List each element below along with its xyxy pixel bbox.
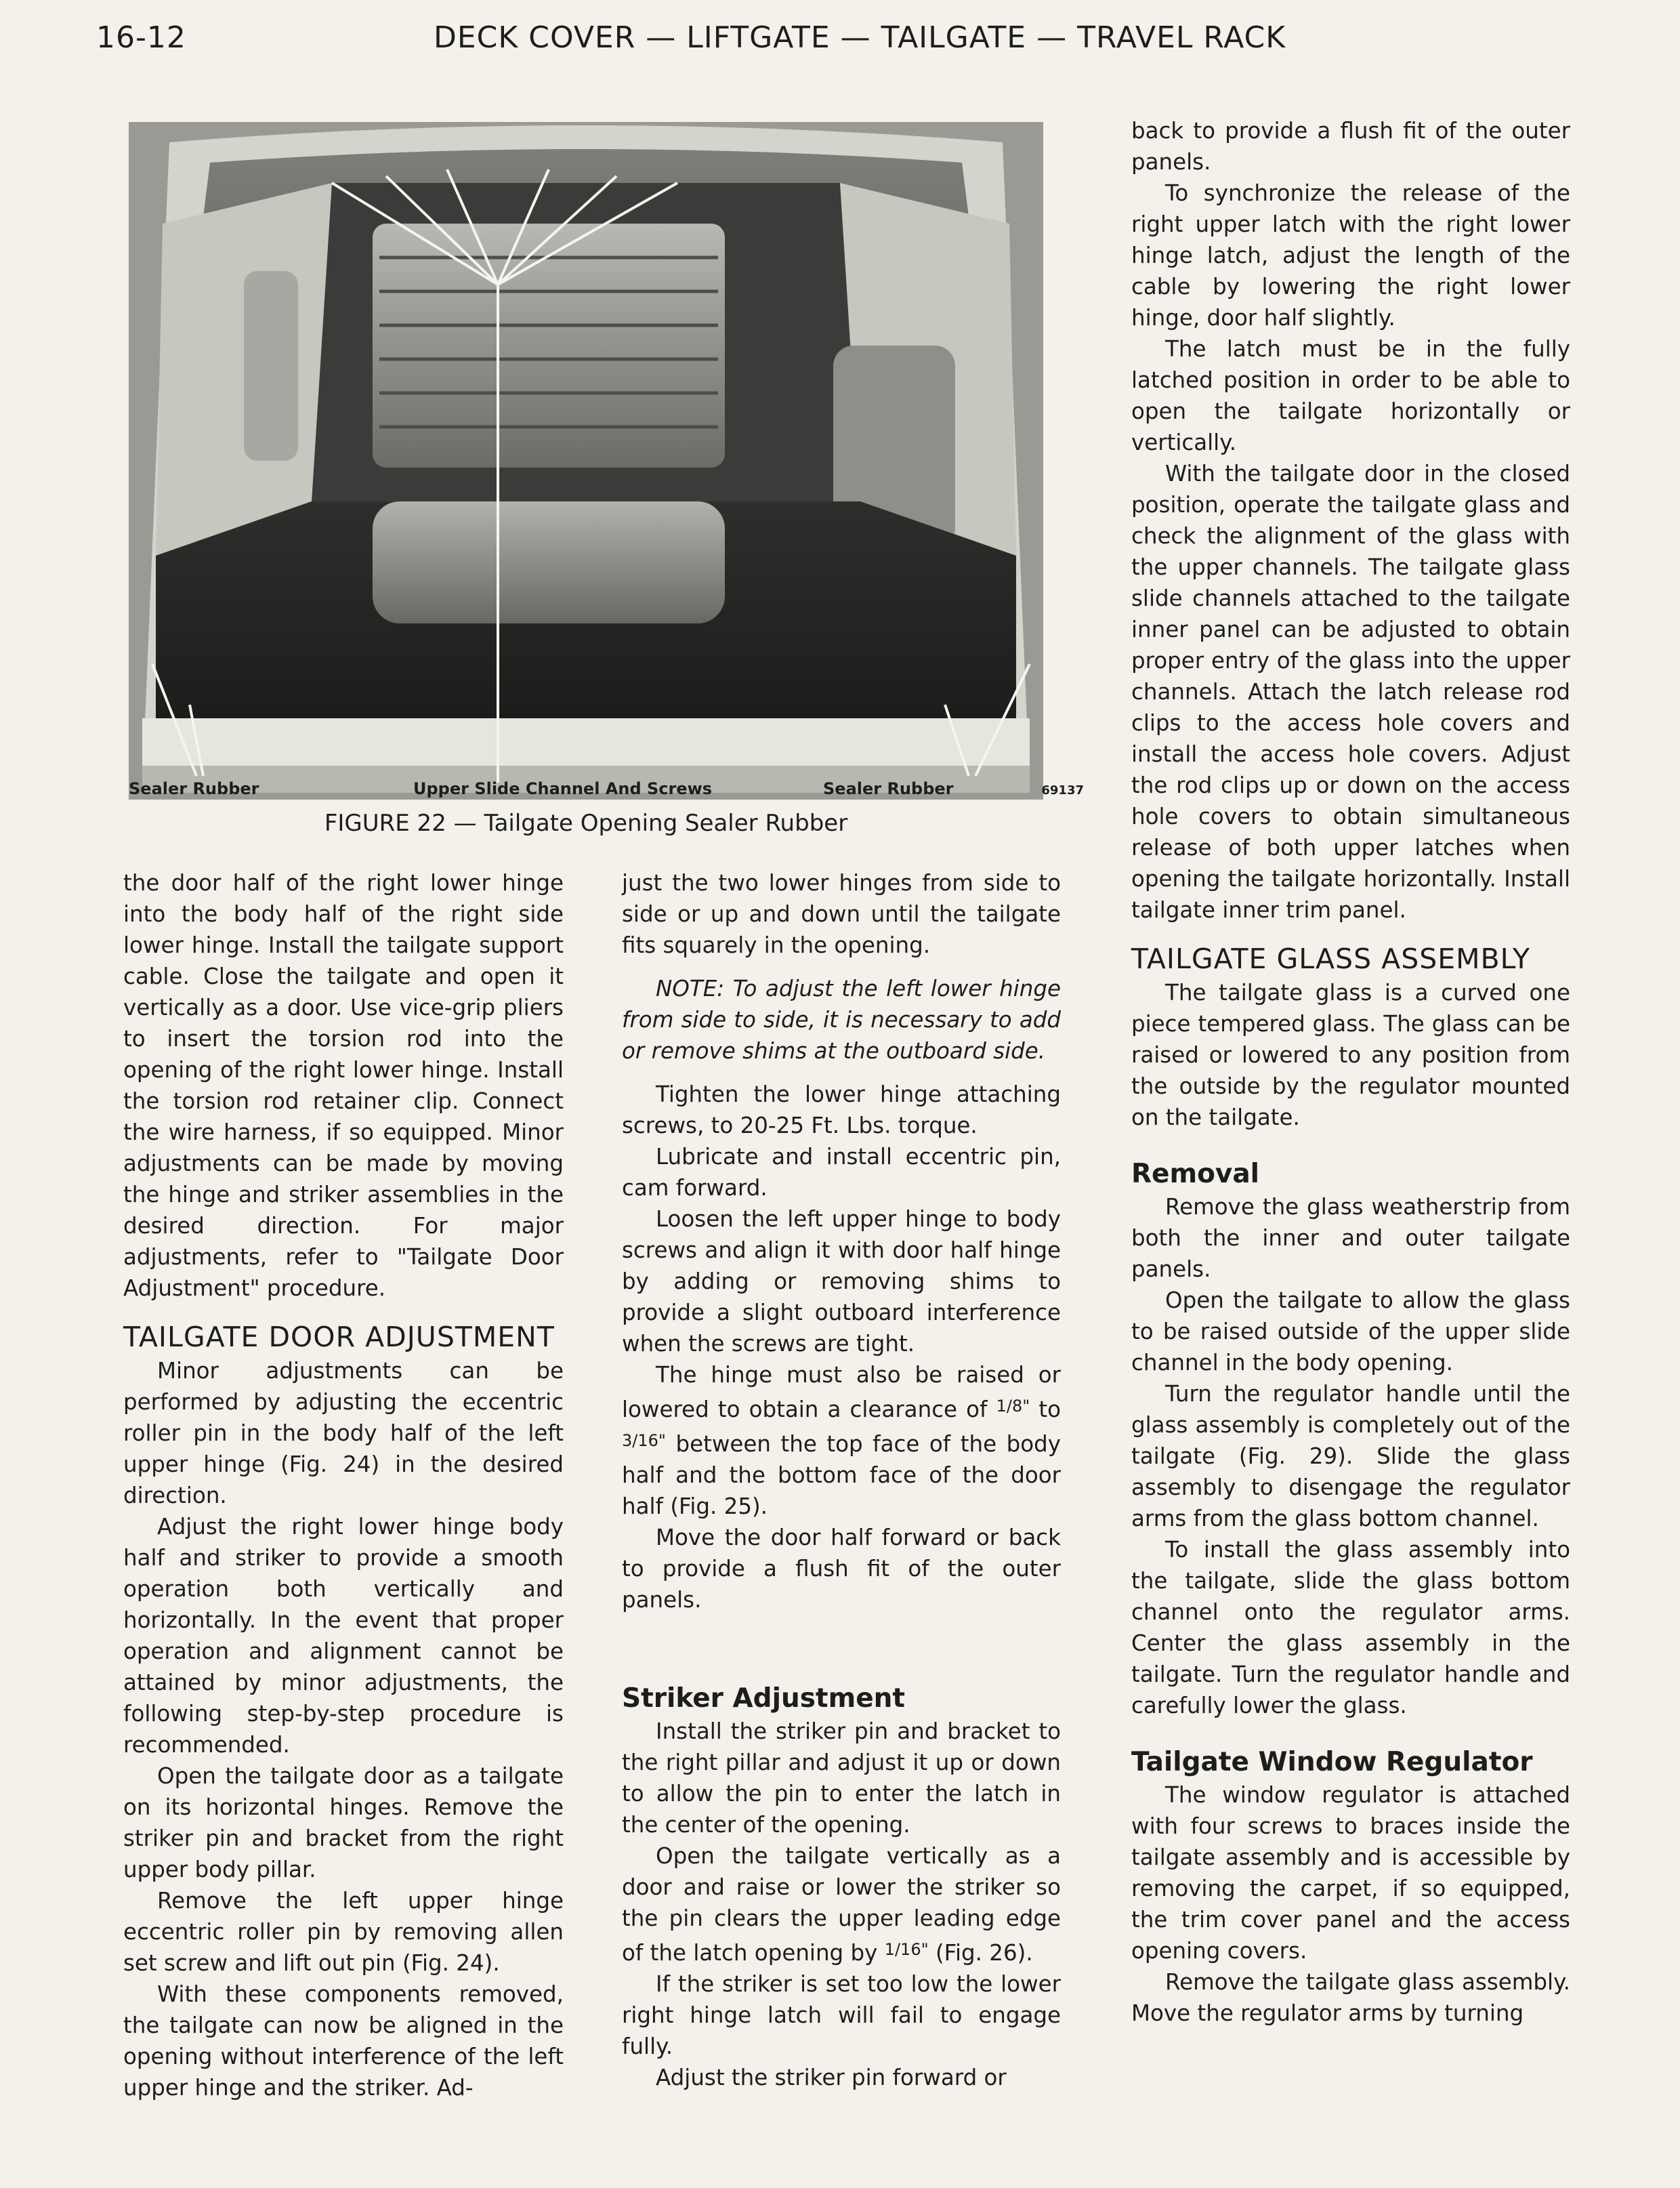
paragraph: Open the tailgate door as a tailgate on its horizontal hinges. Remove the striker pin and bracket from the right upper body pillar.: [123, 1763, 564, 1882]
text-run: The hinge must also be raised or lowered to obtain a clearance of: [622, 1362, 1061, 1422]
cargo-area-illustration: [129, 122, 1043, 800]
section-heading-tailgate-glass-assembly: TAILGATE GLASS ASSEMBLY: [1131, 943, 1531, 975]
paragraph: To install the glass assembly into the tailgate, slide the glass bottom channel onto the regulator arms. Center the glass assembly in the tailgate. Turn the regulator handle and carefully lower the glass.: [1131, 1537, 1570, 1718]
callout-sealer-rubber-right: Sealer Rubber: [823, 779, 954, 798]
paragraph: The latch must be in the fully latched position in order to be able to open the tailgate horizontally or vertically.: [1131, 336, 1570, 455]
section-heading-striker-adjustment: Striker Adjustment: [622, 1683, 906, 1714]
paragraph: [622, 1359, 1061, 1522]
fraction: 3/16": [622, 1431, 666, 1450]
paragraph: To synchronize the release of the right upper latch with the right lower hinge latch, adjust the length of the cable by lowering the right lower hinge, door half slightly.: [1131, 180, 1570, 331]
text-column-left: [123, 867, 564, 2103]
figure-callouts: [129, 779, 1084, 806]
fraction: 1/16": [884, 1940, 929, 1959]
paragraph: Loosen the left upper hinge to body screws and align it with door half hinge by adding or removing shims to provide a slight outboard interference when the screws are tight.: [622, 1206, 1061, 1357]
paragraph: The window regulator is attached with four screws to braces inside the tailgate assembly and is accessible by removing the carpet, if so equipped, the trim cover panel and the access opening covers.: [1131, 1782, 1570, 1964]
paragraph: Adjust the right lower hinge body half and striker to provide a smooth operation both vertically and horizontally. In the event that proper operation and alignment cannot be attained by minor adjustments, the following step-by-step procedure is recommended.: [123, 1514, 564, 1758]
text-run: (Fig. 26).: [928, 1940, 1033, 1966]
paragraph: Lubricate and install eccentric pin, cam forward.: [622, 1144, 1061, 1201]
text-run: to: [1030, 1397, 1061, 1422]
callout-upper-slide-channel: Upper Slide Channel And Screws: [413, 779, 713, 798]
figure-caption: FIGURE 22 — Tailgate Opening Sealer Rubber: [324, 810, 848, 837]
paragraph: [622, 1840, 1061, 1968]
section-heading-tailgate-window-regulator: Tailgate Window Regulator: [1131, 1747, 1533, 1777]
paragraph: With the tailgate door in the closed position, operate the tailgate glass and check the alignment of the glass with the upper channels. The tailgate glass slide channels attached to the tailgate inner panel can be adjusted to obtain proper entry of the glass into the upper channels. Attach the latch release rod clips to the access hole covers and install the access hole covers. Adjust the rod clips up or down on the access hole covers to obtain simultaneous release of both upper latches when opening the tailgate horizontally. Install tailgate inner trim panel.: [1131, 461, 1570, 923]
spacer: [622, 1615, 1061, 1657]
paragraph: Move the door half forward or back to provide a flush fit of the outer panels.: [622, 1525, 1061, 1613]
paragraph: back to provide a flush fit of the outer panels.: [1131, 118, 1570, 175]
text-run: Open the tailgate vertically as a door and raise or lower the striker so the pin clears the upper leading edge of the latch opening by: [622, 1843, 1061, 1966]
paragraph: Open the tailgate to allow the glass to be raised outside of the upper slide channel in the body opening.: [1131, 1287, 1570, 1376]
section-heading-tailgate-door-adjustment: TAILGATE DOOR ADJUSTMENT: [123, 1321, 555, 1353]
paragraph: If the striker is set too low the lower right hinge latch will fail to engage fully.: [622, 1971, 1061, 2059]
callout-sealer-rubber-left: Sealer Rubber: [129, 779, 259, 798]
paragraph: The tailgate glass is a curved one piece tempered glass. The glass can be raised or lowered to any position from the outside by the regulator mounted on the tailgate.: [1131, 980, 1570, 1130]
paragraph: Minor adjustments can be performed by adjusting the eccentric roller pin in the body half of the left upper hinge (Fig. 24) in the desired direction.: [123, 1358, 564, 1508]
paragraph: Remove the tailgate glass assembly. Move the regulator arms by turning: [1131, 1969, 1570, 2026]
paragraph: Remove the glass weatherstrip from both the inner and outer tailgate panels.: [1131, 1194, 1570, 1282]
text-column-right: [1131, 115, 1570, 2029]
text-column-middle: [622, 867, 1061, 2093]
section-heading-removal: Removal: [1131, 1159, 1260, 1189]
paragraph: Remove the left upper hinge eccentric roller pin by removing allen set screw and lift out pin (Fig. 24).: [123, 1888, 564, 1976]
page-header: [0, 20, 1680, 75]
tailgate-opening-photo: [129, 122, 1043, 800]
page-number: 16-12: [96, 20, 186, 55]
paragraph: Adjust the striker pin forward or: [656, 2065, 1007, 2090]
fraction: 1/8": [996, 1397, 1030, 1416]
paragraph: Install the striker pin and bracket to the right pillar and adjust it up or down to allow the pin to enter the latch in the center of the opening.: [622, 1718, 1061, 1838]
paragraph: With these components removed, the tailgate can now be aligned in the opening without interference of the left upper hinge and the striker. Ad-: [123, 1981, 564, 2101]
note-paragraph: NOTE: To adjust the left lower hinge from side to side, it is necessary to add or remove shims at the outboard side.: [622, 976, 1061, 1064]
paragraph: Tighten the lower hinge attaching screws, to 20-25 Ft. Lbs. torque.: [622, 1081, 1061, 1138]
running-title: DECK COVER — LIFTGATE — TAILGATE — TRAVEL RACK: [434, 20, 1286, 55]
figure-reference-number: 69137: [1041, 783, 1084, 798]
paragraph: the door half of the right lower hinge into the body half of the right side lower hinge. Install the tailgate support cable. Close the tailgate and open it vertically as a door. Use vice-grip pliers to insert the torsion rod into the opening of the right lower hinge. Install the torsion rod retainer clip. Connect the wire harness, if so equipped. Minor adjustments can be made by moving the hinge and striker assemblies in the desired direction. For major adjustments, refer to "Tailgate Door Adjustment" procedure.: [123, 870, 564, 1301]
paragraph: Turn the regulator handle until the glass assembly is completely out of the tailgate (Fig. 29). Slide the glass assembly to disengage the regulator arms from the glass bottom channel.: [1131, 1381, 1570, 1531]
text-run: between the top face of the body half and the bottom face of the door half (Fig. 25).: [622, 1431, 1061, 1519]
paragraph: just the two lower hinges from side to side or up and down until the tailgate fits squarely in the opening.: [622, 870, 1061, 958]
